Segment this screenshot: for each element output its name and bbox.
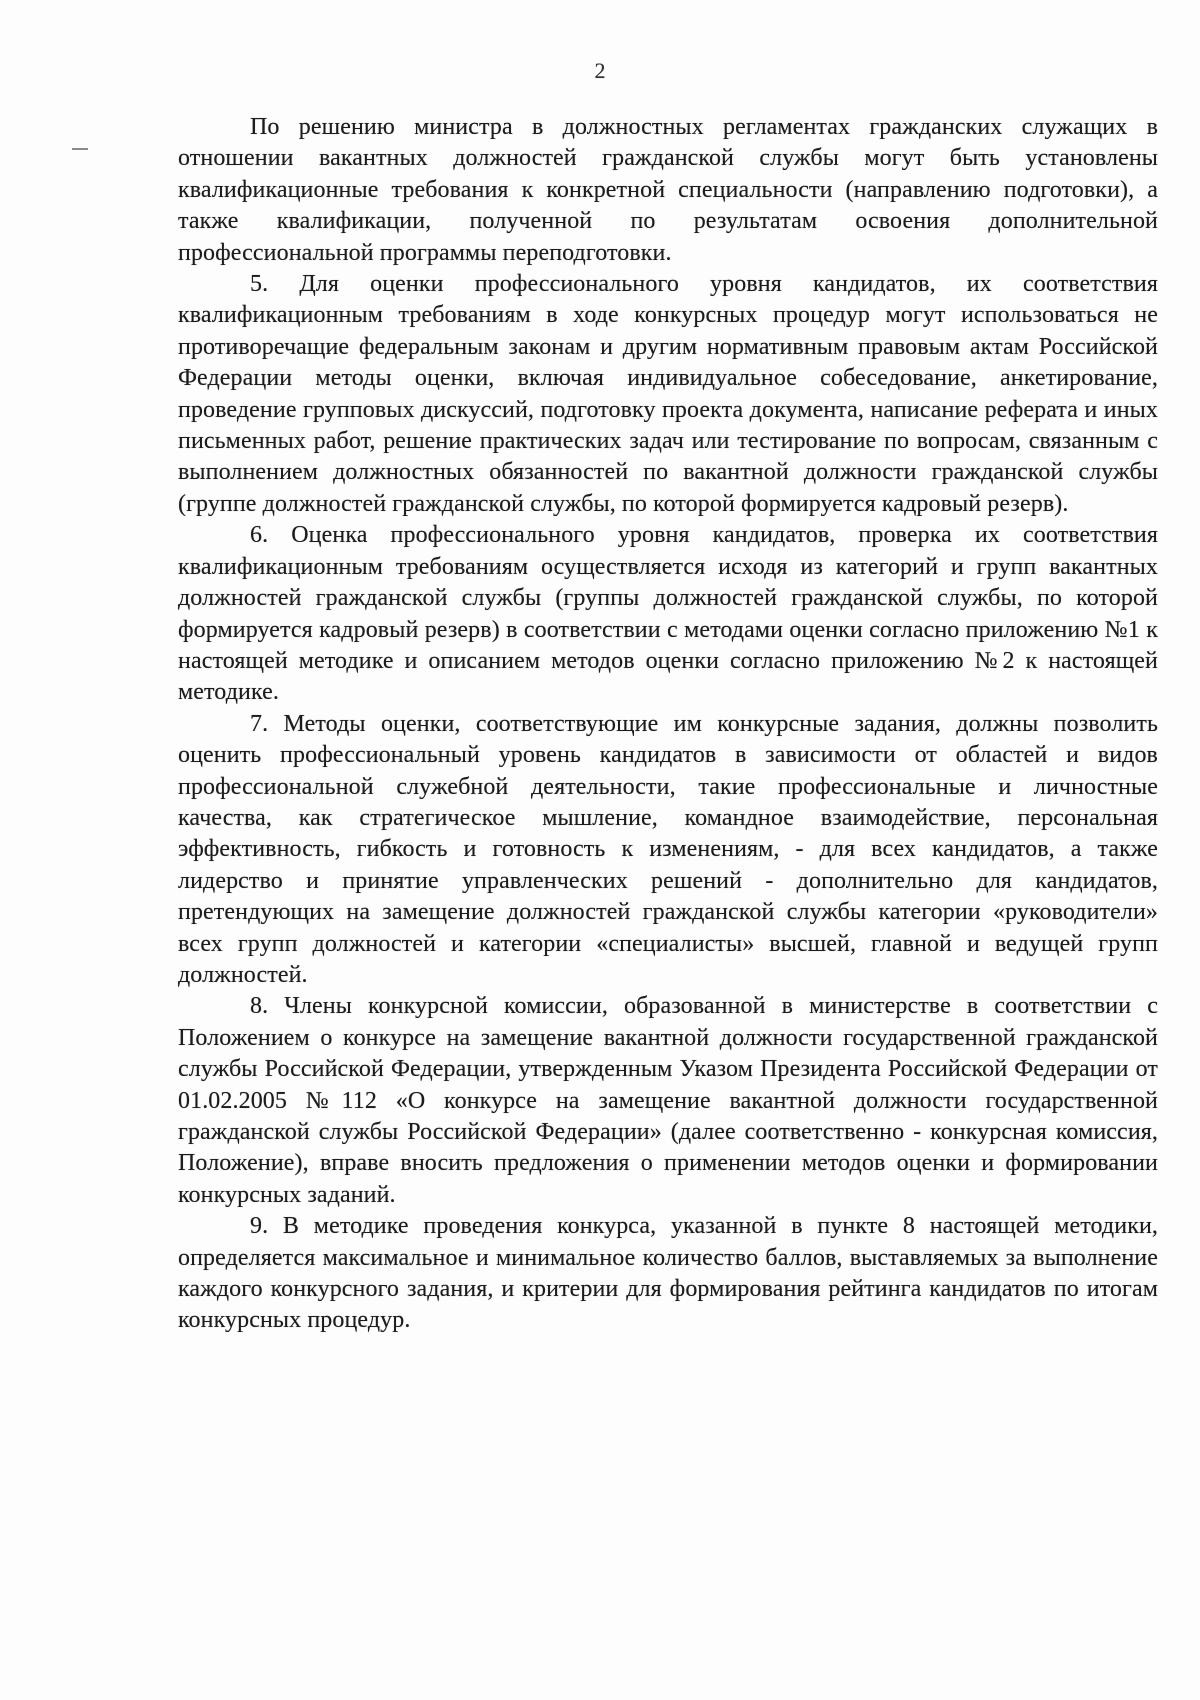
paragraph-5: 5. Для оценки профессионального уровня кандидатов, их соответствия квалификационным требованиям в ходе конкурсных процедур могут использоваться не противоречащие федеральным законам и другим нормативным правовым актам Российской Федерации методы оценки, включая индивидуальное собеседование, анкетирование, проведение групповых дискуссий, подготовку проекта документа, написание реферата и иных письменных работ, решение практических задач или тестирование по вопросам, связанным с выполнением должностных обязанностей по вакантной должности гражданской службы (группе должностей гражданской службы, по которой формируется кадровый резерв). xyxy=(178,271,1158,517)
paragraph-9: 9. В методике проведения конкурса, указанной в пункте 8 настоящей методики, определяется максимальное и минимальное количество баллов, выставляемых за выполнение каждого конкурсного задания, и критерии для формирования рейтинга кандидатов по итогам конкурсных процедур. xyxy=(178,1213,1158,1334)
paragraph-7: 7. Методы оценки, соответствующие им конкурсные задания, должны позволить оценить профессиональный уровень кандидатов в зависимости от областей и видов профессиональной служебной деятельности, такие профессиональные и личностные качества, как стратегическое мышление, командное взаимодействие, персональная эффективность, гибкость и готовность к изменениям, - для всех кандидатов, а также лидерство и принятие управленческих решений - дополнительно для кандидатов, претендующих на замещение должностей гражданской службы категории «руководители» всех групп должностей и категории «специалисты» высшей, главной и ведущей групп должностей. xyxy=(178,710,1158,988)
document-body xyxy=(178,112,1158,1337)
paragraph-intro: По решению министра в должностных регламентах гражданских служащих в отношении вакантных должностей гражданской службы могут быть установлены квалификационные требования к конкретной специальности (направлению подготовки), а также квалификации, полученной по результатам освоения дополнительной профессиональной программы переподготовки. xyxy=(178,114,1158,266)
paragraph-8: 8. Члены конкурсной комиссии, образованной в министерстве в соответствии с Положением о конкурсе на замещение вакантной должности государственной гражданской службы Российской Федерации, утвержденным Указом Президента Российской Федерации от 01.02.2005 №112 «О конкурсе на замещение вакантной должности государственной гражданской службы Российской Федерации» (далее соответственно - конкурсная комиссия, Положение), вправе вносить предложения о применении методов оценки и формировании конкурсных заданий. xyxy=(178,993,1158,1208)
paragraph-6: 6. Оценка профессионального уровня кандидатов, проверка их соответствия квалификационным требованиям осуществляется исходя из категорий и групп вакантных должностей гражданской службы (группы должностей гражданской службы, по которой формируется кадровый резерв) в соответствии с методами оценки согласно приложению №1 к настоящей методике и описанием методов оценки согласно приложению №2 к настоящей методике. xyxy=(178,522,1158,706)
scan-mark xyxy=(72,148,88,150)
page-number: 2 xyxy=(594,58,606,83)
